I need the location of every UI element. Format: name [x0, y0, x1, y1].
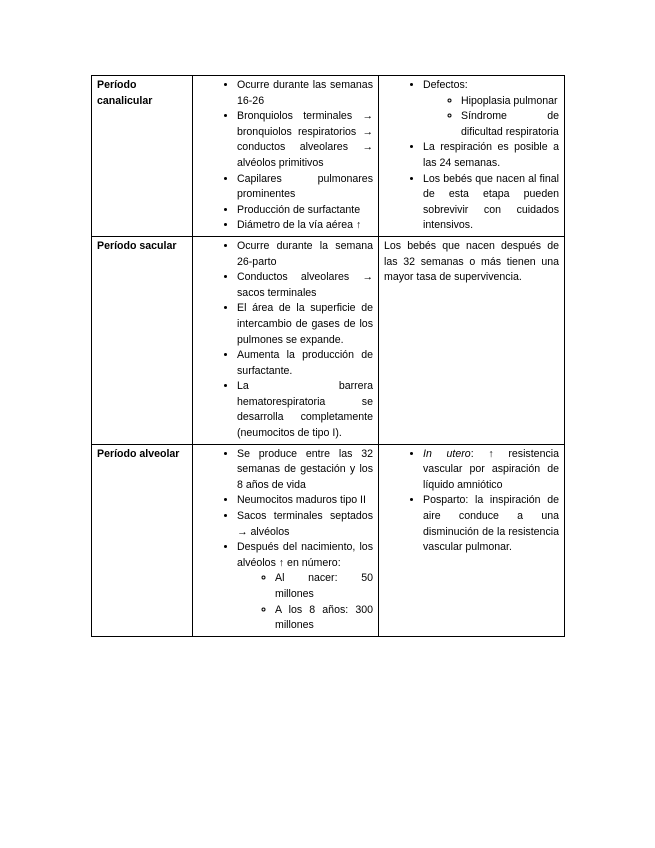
defects-label: Defectos: [423, 79, 468, 91]
notes-cell [379, 236, 565, 444]
list-item: • Diámetro de la vía aérea ↑ [237, 218, 373, 234]
list-item-text: : ↑ resistencia vascular por aspiración de líquido amniótico [423, 447, 559, 491]
features-cell [193, 444, 379, 636]
list-item: • Posparto: la inspiración de aire conduce a una disminución de la resistencia vascular pulmonar. [423, 493, 559, 555]
list-item: • La respiración es posible a las 24 semanas. [423, 140, 559, 171]
period-cell [92, 76, 193, 237]
count-sublist [237, 571, 373, 633]
list-item-text: Después del nacimiento, los alvéolos ↑ en número: [237, 541, 373, 569]
list-item [237, 540, 373, 634]
list-item: • La barrera hematorespiratoria se desarrolla completamente (neumocitos de tipo I). [237, 379, 373, 441]
period-name: Período alveolar [97, 447, 180, 460]
period-name: Período canalicular [97, 79, 153, 107]
features-cell [193, 236, 379, 444]
period-cell [92, 444, 193, 636]
features-cell [193, 76, 379, 237]
period-cell [92, 236, 193, 444]
list-item: • Aumenta la producción de surfactante. [237, 348, 373, 379]
defects-sublist [423, 94, 559, 141]
sub-list-item: ◦ A los 8 años: 300 millones [275, 603, 373, 634]
list-item: • Sacos terminales septados → alvéolos [237, 509, 373, 540]
features-list [198, 239, 373, 442]
features-list [198, 78, 373, 234]
list-item: • Neumocitos maduros tipo II [237, 493, 373, 509]
list-item: • Bronquiolos terminales → bronquiolos respiratorios → conductos alveolares → alvéolos primitivos [237, 109, 373, 171]
sub-list-item: ◦ Hipoplasia pulmonar [461, 94, 559, 110]
list-item: • Se produce entre las 32 semanas de gestación y los 8 años de vida [237, 447, 373, 494]
table-row [92, 236, 565, 444]
in-utero-label: In utero [423, 447, 471, 460]
table-row [92, 444, 565, 636]
list-item [423, 78, 559, 140]
notes-text: Los bebés que nacen después de las 32 semanas o más tienen una mayor tasa de supervivencia. [384, 239, 559, 284]
list-item: • Conductos alveolares → sacos terminales [237, 270, 373, 301]
period-name: Período sacular [97, 239, 177, 252]
table-row [92, 76, 565, 237]
notes-cell [379, 76, 565, 237]
list-item [423, 447, 559, 494]
sub-list-item: ◦ Síndrome de dificultad respiratoria [461, 109, 559, 140]
list-item: • El área de la superficie de intercambio de gases de los pulmones se expande. [237, 301, 373, 348]
notes-list [384, 78, 559, 234]
list-item: • Capilares pulmonares prominentes [237, 172, 373, 203]
notes-list [384, 447, 559, 556]
list-item: • Ocurre durante las semanas 16-26 [237, 78, 373, 109]
list-item: • Ocurre durante la semana 26-parto [237, 239, 373, 270]
list-item: • Los bebés que nacen al final de esta etapa pueden sobrevivir con cuidados intensivos. [423, 172, 559, 234]
notes-cell [379, 444, 565, 636]
lung-development-table [91, 75, 565, 637]
list-item: • Producción de surfactante [237, 203, 373, 219]
sub-list-item: ◦ Al nacer: 50 millones [275, 571, 373, 602]
features-list [198, 447, 373, 634]
